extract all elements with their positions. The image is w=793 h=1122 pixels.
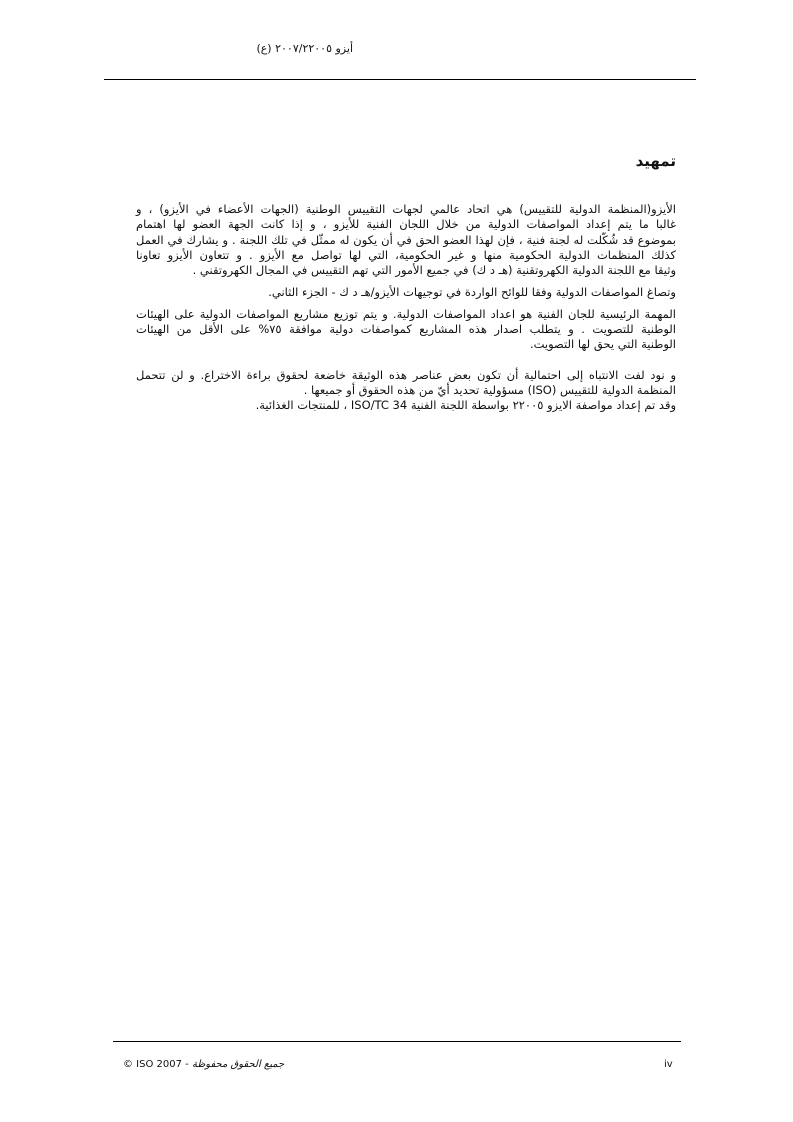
text-line: الوطنية للتصويت . و يتطلب اصدار هذه المشاريع كمواصفات دولية موافقة ٧٥% على الأقل من الهيئات [136,322,677,337]
text-line: بموضوع قد شُكّلت له لجنة فنية ، فإن لهذا العضو الحق في أن يكون له ممثّل في تلك اللجنة . و يشارك في العمل [136,232,676,247]
paragraph-iso-intro [136,202,676,278]
text-line: المهمة الرئيسية للجان الفنية هو اعداد المواصفات الدولية. و يتم توزيع مشاريع المواصفات الدولية على الهيئات [136,306,676,321]
paragraph-preparation [136,398,676,413]
paragraph-technical-committees [136,307,676,353]
page-title: تمهيد [635,152,676,170]
rights-reserved-text: جميع الحقوق محفوظة [191,1059,285,1070]
text-line: المنظمة الدولية للتقييس (ISO) مسؤولية تحديد أيّ من هذه الحقوق أو جميعها . [303,382,676,397]
text-line: الأيزو(المنظمة الدولية للتقييس) هي اتحاد عالمي لجهات التقييس الوطنية (الجهات الأعضاء في الأيزو) ، و [136,202,676,216]
text-line: كذلك المنظمات الدولية الحكومية منها و غير الحكومية، التي لها تواصل مع الأيزو . و تتعاون الأيزو تعاونا [136,247,676,262]
footer-copyright [123,1059,284,1070]
text-line: وقد تم إعداد مواصفة الايزو ٢٢٠٠٥ بواسطة اللجنة الفنية ISO/TC 34 ، للمنتجات الغذائية. [255,398,676,413]
footer-divider [113,1041,681,1042]
paragraph-directives [136,285,676,300]
paragraph-patent-rights [136,368,676,399]
footer-separator: - [181,1059,192,1070]
header-document-id: أيزو ٢٠٠٧/٢٢٠٠٥ (ع) [256,42,353,55]
header-divider [104,79,696,80]
text-line: وثيقا مع اللجنة الدولية الكهروتقنية (هـ د ك) في جميع الأمور التي تهم التقييس في المجال الكهروتقني . [192,263,676,278]
text-line: وتصاغ المواصفات الدولية وفقا للوائح الواردة في توجيهات الأيزو/هـ د ك - الجزء الثاني. [268,285,676,300]
foreword-body [136,202,676,414]
text-line: و نود لفت الانتباه إلى احتمالية أن تكون بعض عناصر هذه الوثيقة خاضعة لحقوق براءة الاختراع. و لن تتحمل [136,367,676,382]
page-number: iv [664,1059,673,1070]
copyright-text: © ISO 2007 [123,1059,182,1070]
text-line: غالبا ما يتم إعداد المواصفات الدولية من خلال اللجان الفنية للأيزو ، و إذا كانت الجهة العضو لها اهتمام [136,217,676,232]
text-line: الوطنية التي يحق لها التصويت. [529,337,676,352]
